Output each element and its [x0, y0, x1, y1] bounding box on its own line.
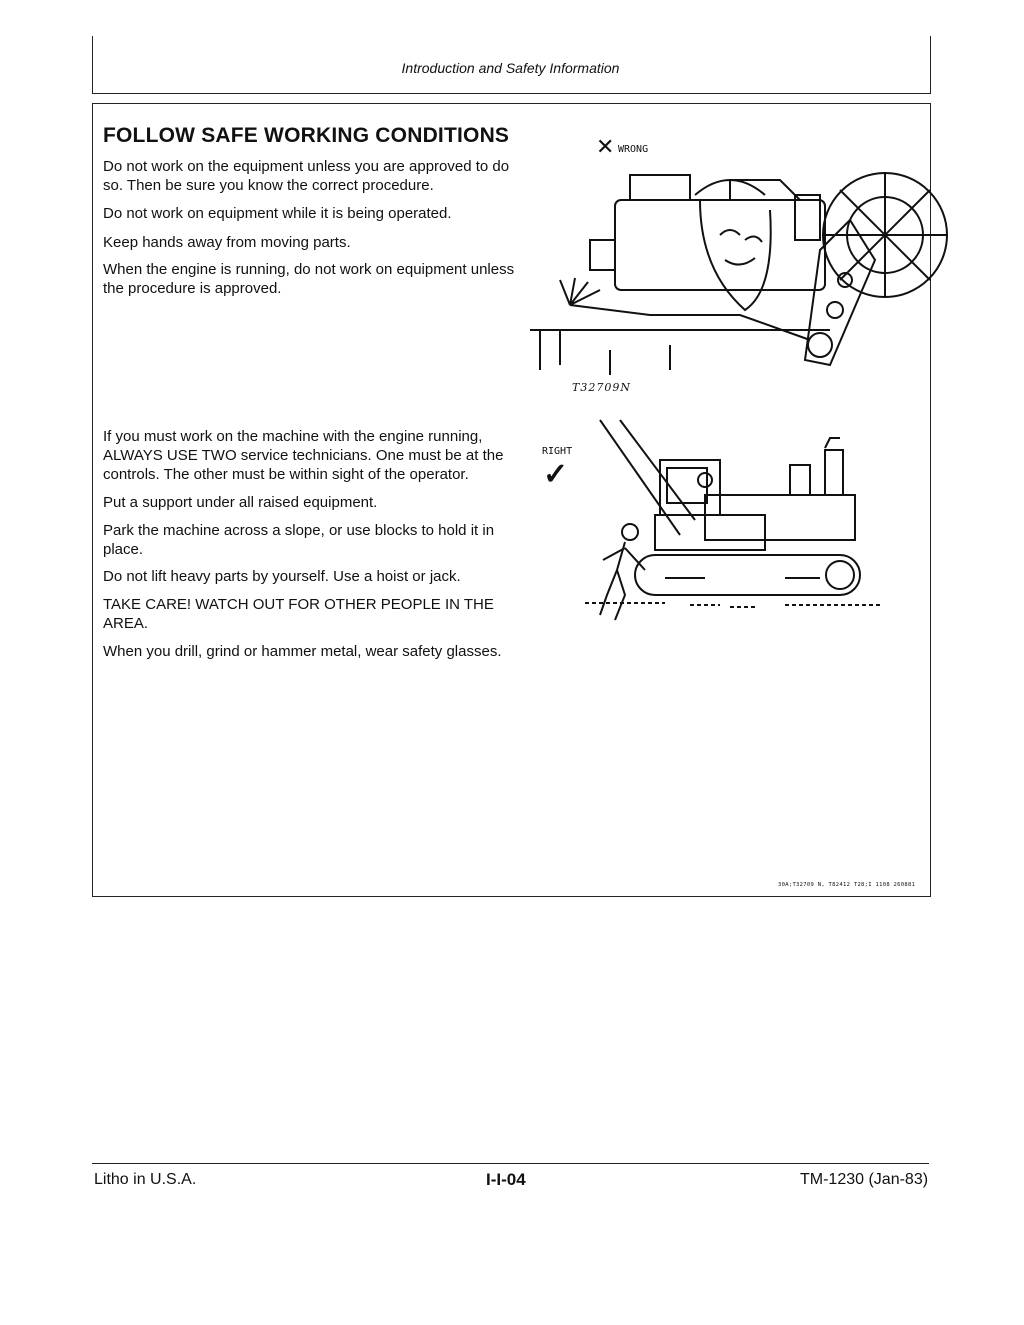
paragraph: When the engine is running, do not work on equipment unless the procedure is approved.	[103, 261, 515, 297]
footer-left: Litho in U.S.A.	[94, 1171, 197, 1188]
paragraph: When you drill, grind or hammer metal, wear safety glasses.	[103, 643, 502, 660]
paragraph: TAKE CARE! WATCH OUT FOR OTHER PEOPLE IN THE AREA.	[103, 596, 494, 632]
paragraph: If you must work on the machine with the engine running, ALWAYS USE TWO service technicians. One must be at the controls. The other must be within sight of the operator.	[103, 428, 504, 483]
document-code: 30A;T32709 N, T82412 T28;I 1108 260881	[778, 882, 916, 888]
footer-right: TM-1230 (Jan-83)	[800, 1171, 929, 1188]
paragraph: Keep hands away from moving parts.	[103, 234, 351, 251]
paragraph: Park the machine across a slope, or use blocks to hold it in place.	[103, 522, 495, 558]
wrong-label: WRONG	[618, 144, 649, 155]
wrong-x-icon: ✕	[596, 134, 615, 159]
figure-code: T32709N	[572, 381, 631, 394]
page-header-title: Introduction and Safety Information	[401, 60, 620, 76]
footer-rule	[92, 1163, 929, 1164]
section-heading: FOLLOW SAFE WORKING CONDITIONS	[103, 124, 510, 147]
page-number: I-I-04	[486, 1170, 526, 1189]
paragraph: Do not work on the equipment unless you are approved to do so. Then be sure you know the correct procedure.	[103, 158, 510, 194]
right-check-icon: ✓	[543, 458, 569, 491]
paragraph: Do not work on equipment while it is being operated.	[103, 205, 452, 222]
paragraph: Put a support under all raised equipment.	[103, 494, 378, 511]
wrong-illustration	[530, 140, 930, 380]
right-label: RIGHT	[542, 446, 573, 457]
paragraph: Do not lift heavy parts by yourself. Use a hoist or jack.	[103, 568, 461, 585]
right-illustration	[555, 420, 885, 630]
